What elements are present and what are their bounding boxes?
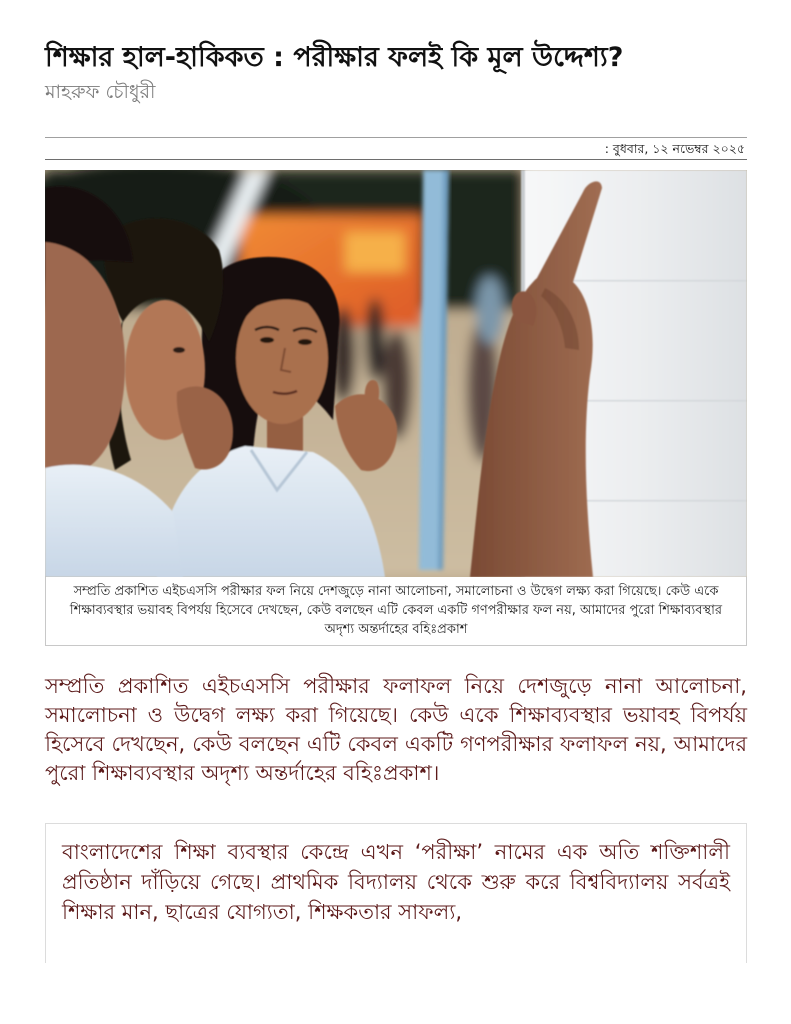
body-paragraph: বাংলাদেশের শিক্ষা ব্যবস্থার কেন্দ্রে এখন ‘পরীক্ষা’ নামের এক অতি শক্তিশালী প্রতিষ্ঠান দাঁড়িয়ে গেছে। প্রাথমিক বিদ্যালয় থেকে শুরু করে বিশ্ববিদ্যালয় সর্বত্রই শিক্ষার মান, ছাত্রের যোগ্যতা, শিক্ষকতার সাফল্য, [62,840,730,924]
lead-paragraph: সম্প্রতি প্রকাশিত এইচএসসি পরীক্ষার ফলাফল নিয়ে দেশজুড়ে নানা আলোচনা, সমালোচনা ও উদ্বেগ লক্ষ্য করা গিয়েছে। কেউ একে শিক্ষাব্যবস্থার ভয়াবহ বিপর্যয় হিসেবে দেখছেন, কেউ বলছেন এটি কেবল একটি গণপরীক্ষার ফলাফল নয়, আমাদের পুরো শিক্ষাব্যবস্থার অদৃশ্য অন্তর্দাহের বহিঃপ্রকাশ। [45,674,747,785]
article-title: শিক্ষার হাল-হাকিকত : পরীক্ষার ফলই কি মূল উদ্দেশ্য? [45,42,624,73]
article-photo [45,170,747,577]
bystander [365,298,385,382]
eye [298,339,312,345]
article-figure [45,170,747,646]
photo-scene [45,170,747,577]
bystander [476,276,504,344]
banner-highlight [345,232,405,272]
publish-date: : বুধবার, ১২ নভেম্বর ২০২৫ [604,141,745,156]
photo-caption: সম্প্রতি প্রকাশিত এইচএসসি পরীক্ষার ফল নিয়ে দেশজুড়ে নানা আলোচনা, সমালোচনা ও উদ্বেগ লক্ষ্য করা গিয়েছে। কেউ একে শিক্ষাব্যবস্থার ভয়াবহ বিপর্যয় হিসেবে দেখছেন, কেউ বলছেন এটি কেবল একটি গণপরীক্ষার ফল নয়, আমাদের পুরো শিক্ষাব্যবস্থার অদৃশ্য অন্তর্দাহের বহিঃপ্রকাশ [45,577,747,646]
body-text-box [45,823,747,963]
author-name: মাহরুফ চৌধুরী [45,81,156,103]
eye [260,337,274,343]
dateline-bar [45,137,747,160]
eye [173,347,185,353]
